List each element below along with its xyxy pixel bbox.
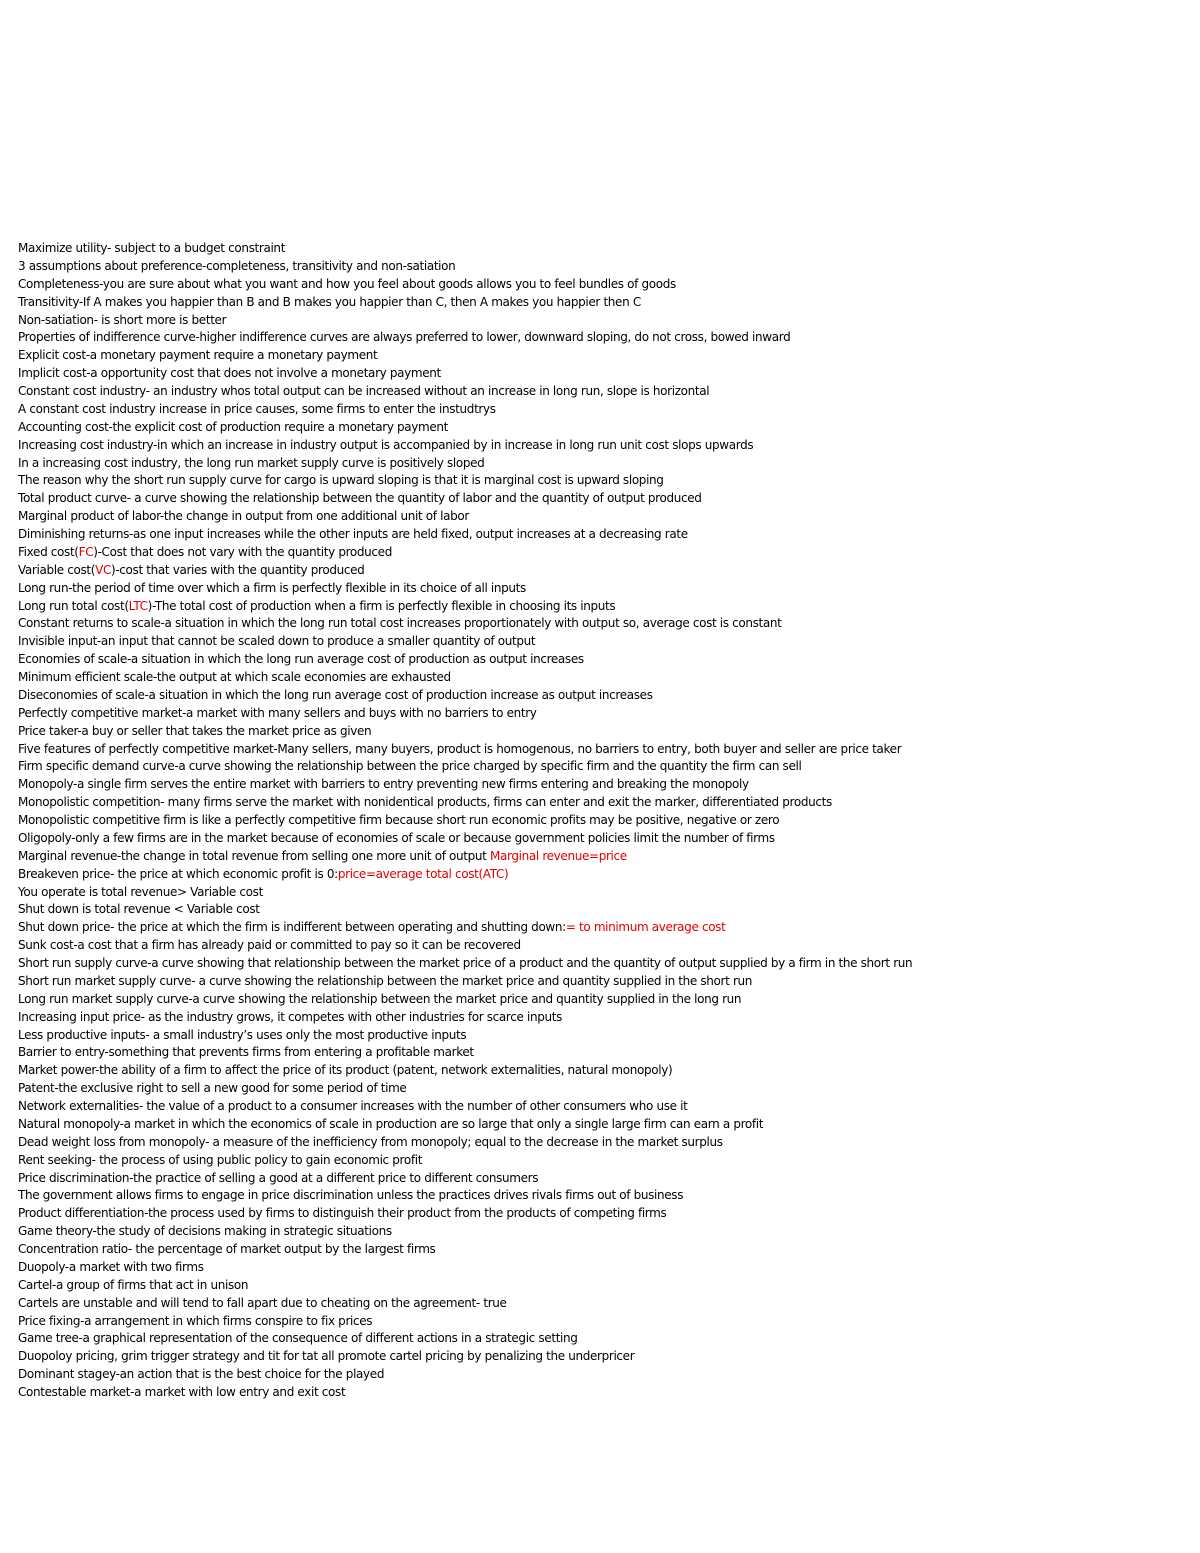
note-line: Short run supply curve-a curve showing that relationship between the market price of a product and the quantity of output supplied by a firm in the short run xyxy=(18,956,913,970)
highlighted-text: FC xyxy=(78,544,94,559)
note-line: Long run-the period of time over which a firm is perfectly flexible in its choice of all inputs xyxy=(18,580,526,595)
note-line xyxy=(18,562,1188,580)
note-text: Marginal revenue-the change in total revenue from selling one more unit of output xyxy=(18,848,490,863)
note-line: Game theory-the study of decisions making in strategic situations xyxy=(18,1224,392,1239)
note-line: Economies of scale-a situation in which the long run average cost of production as output increases xyxy=(18,652,584,667)
note-line: Invisible input-an input that cannot be scaled down to produce a smaller quantity of output xyxy=(18,634,536,649)
note-line: The government allows firms to engage in price discrimination unless the practices drives rivals firms out of business xyxy=(18,1188,684,1203)
note-line: Less productive inputs- a small industry’s uses only the most productive inputs xyxy=(18,1027,467,1042)
note-line: Transitivity-If A makes you happier than B and B makes you happier than C, then A makes you happier then C xyxy=(18,294,641,309)
note-line: A constant cost industry increase in price causes, some firms to enter the instudtrys xyxy=(18,401,496,416)
note-line: Accounting cost-the explicit cost of production require a monetary payment xyxy=(18,419,449,434)
note-line: Increasing input price- as the industry grows, it competes with other industries for scarce inputs xyxy=(18,1009,563,1024)
note-line xyxy=(18,866,1188,884)
highlighted-text: LTC xyxy=(128,598,148,613)
note-line: Game tree-a graphical representation of the consequence of different actions in a strategic setting xyxy=(18,1331,578,1346)
highlighted-text: VC xyxy=(95,562,111,577)
note-text: )-cost that varies with the quantity produced xyxy=(110,562,365,577)
note-line: Rent seeking- the process of using public policy to gain economic profit xyxy=(18,1152,423,1167)
note-line: Monopolistic competition- many firms serve the market with nonidentical products, firms can enter and exit the marker, differentiated products xyxy=(18,795,832,810)
note-line: Five features of perfectly competitive market-Many sellers, many buyers, product is homogenous, no barriers to entry, both buyer and seller are price taker xyxy=(18,741,902,756)
note-line: Non-satiation- is short more is better xyxy=(18,312,227,327)
highlighted-text: price=average total cost(ATC) xyxy=(337,866,509,881)
note-line: Long run market supply curve-a curve showing the relationship between the market price and quantity supplied in the long run xyxy=(18,991,742,1006)
note-text: Variable cost( xyxy=(18,562,96,577)
note-line: Cartel-a group of firms that act in unison xyxy=(18,1277,249,1292)
note-line: Diminishing returns-as one input increases while the other inputs are held fixed, output increases at a decreasing rate xyxy=(18,527,688,541)
note-line: Oligopoly-only a few firms are in the market because of economies of scale or because government policies limit the number of firms xyxy=(18,830,775,845)
note-text: )-The total cost of production when a firm is perfectly flexible in choosing its inputs xyxy=(147,598,616,613)
note-line: Constant cost industry- an industry whos total output can be increased without an increase in long run, slope is horizontal xyxy=(18,384,710,398)
note-line: Network externalities- the value of a product to a consumer increases with the number of other consumers who use it xyxy=(18,1099,688,1113)
notes-list xyxy=(18,240,1188,1402)
note-line: Product differentiation-the process used by firms to distinguish their product from the products of competing firms xyxy=(18,1206,667,1221)
note-line: Duopoly-a market with two firms xyxy=(18,1259,204,1274)
note-line: Sunk cost-a cost that a firm has already paid or committed to pay so it can be recovered xyxy=(18,938,521,953)
note-line: Monopolistic competitive firm is like a perfectly competitive firm because short run economic profits may be positive, negative or zero xyxy=(18,813,780,827)
note-line: Natural monopoly-a market in which the economics of scale in production are so large that only a single large firm can earn a profit xyxy=(18,1116,764,1131)
note-line: Implicit cost-a opportunity cost that does not involve a monetary payment xyxy=(18,366,441,381)
note-line: Price fixing-a arrangement in which firms conspire to fix prices xyxy=(18,1313,373,1328)
note-line: Dominant stagey-an action that is the best choice for the played xyxy=(18,1367,385,1382)
note-line: Minimum efficient scale-the output at which scale economies are exhausted xyxy=(18,670,451,684)
note-line: Perfectly competitive market-a market with many sellers and buys with no barriers to entry xyxy=(18,705,537,720)
note-line: Short run market supply curve- a curve showing the relationship between the market price and quantity supplied in the short run xyxy=(18,973,753,988)
note-line: Contestable market-a market with low entry and exit cost xyxy=(18,1385,346,1399)
note-line: 3 assumptions about preference-completeness, transitivity and non-satiation xyxy=(18,258,456,273)
note-line: Completeness-you are sure about what you want and how you feel about goods allows you to feel bundles of goods xyxy=(18,276,676,291)
note-line: The reason why the short run supply curve for cargo is upward sloping is that it is marginal cost is upward sloping xyxy=(18,473,664,488)
note-line: Duopoloy pricing, grim trigger strategy and tit for tat all promote cartel pricing by penalizing the underpricer xyxy=(18,1349,635,1364)
note-text: Fixed cost( xyxy=(18,544,79,559)
note-line: In a increasing cost industry, the long run market supply curve is positively sloped xyxy=(18,455,485,470)
note-line: Patent-the exclusive right to sell a new good for some period of time xyxy=(18,1081,407,1096)
note-text: Breakeven price- the price at which economic profit is 0: xyxy=(18,866,338,881)
note-line: Explicit cost-a monetary payment require a monetary payment xyxy=(18,348,378,363)
note-line xyxy=(18,919,1188,937)
note-line: You operate is total revenue> Variable cost xyxy=(18,884,263,899)
note-text: Long run total cost( xyxy=(18,598,129,613)
note-line: Total product curve- a curve showing the relationship between the quantity of labor and the quantity of output produced xyxy=(18,491,702,506)
note-line: Firm specific demand curve-a curve showing the relationship between the price charged by specific firm and the quantity the firm can sell xyxy=(18,759,802,774)
note-line: Barrier to entry-something that prevents firms from entering a profitable market xyxy=(18,1045,474,1060)
note-line xyxy=(18,848,1188,866)
note-line: Price taker-a buy or seller that takes the market price as given xyxy=(18,723,372,738)
note-line: Constant returns to scale-a situation in which the long run total cost increases proportionately with output so, average cost is constant xyxy=(18,616,782,631)
note-line: Monopoly-a single firm serves the entire market with barriers to entry preventing new firms entering and breaking the monopoly xyxy=(18,777,749,792)
note-line xyxy=(18,598,1188,616)
note-line: Shut down is total revenue < Variable cost xyxy=(18,902,260,917)
note-line: Properties of indifference curve-higher indifference curves are always preferred to lower, downward sloping, do not cross, bowed inward xyxy=(18,330,791,345)
note-text: )-Cost that does not vary with the quantity produced xyxy=(93,544,392,559)
note-line: Concentration ratio- the percentage of market output by the largest firms xyxy=(18,1242,436,1256)
highlighted-text: = to minimum average cost xyxy=(565,920,726,935)
note-line: Market power-the ability of a firm to affect the price of its product (patent, network externalities, natural monopoly) xyxy=(18,1063,673,1078)
note-line: Dead weight loss from monopoly- a measure of the inefficiency from monopoly; equal to the decrease in the market surplus xyxy=(18,1134,723,1149)
highlighted-text: Marginal revenue=price xyxy=(489,848,627,863)
note-line: Price discrimination-the practice of selling a good at a different price to different consumers xyxy=(18,1170,539,1185)
note-line xyxy=(18,544,1188,562)
note-line: Diseconomies of scale-a situation in which the long run average cost of production increase as output increases xyxy=(18,687,653,702)
note-line: Maximize utility- subject to a budget constraint xyxy=(18,241,286,255)
note-line: Increasing cost industry-in which an increase in industry output is accompanied by in increase in long run unit cost slops upwards xyxy=(18,437,754,452)
note-text: Shut down price- the price at which the firm is indifferent between operating and shutting down: xyxy=(18,920,566,935)
note-line: Cartels are unstable and will tend to fall apart due to cheating on the agreement- true xyxy=(18,1295,507,1310)
note-line: Marginal product of labor-the change in output from one additional unit of labor xyxy=(18,509,469,524)
